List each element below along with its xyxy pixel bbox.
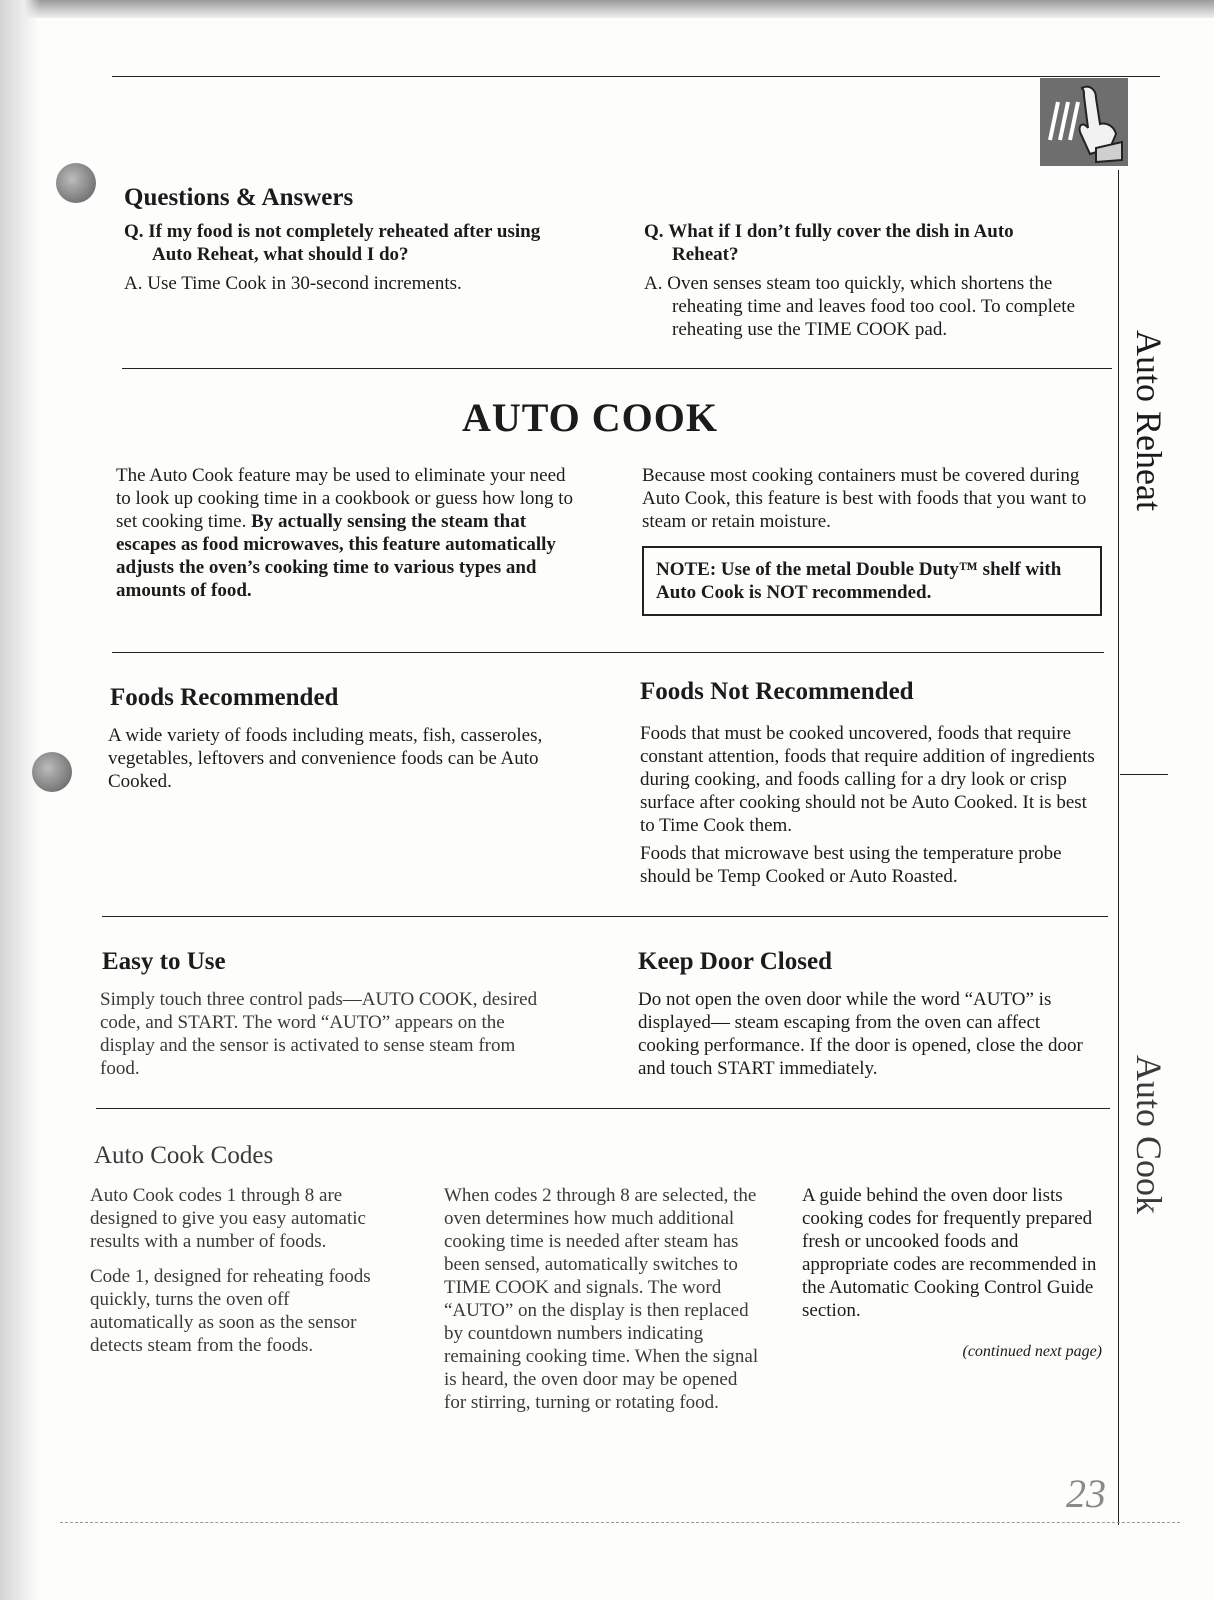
qa-right bbox=[644, 220, 1084, 341]
foods-not-recommended-text: Foods that must be cooked uncovered, foods that require constant attention, foods that require addition of ingredients during cooking, and foods calling for a dry look or crisp surface after cooking should not be Auto Cooked. It is best to Time Cook them. bbox=[640, 723, 1095, 836]
foods-not-recommended-heading: Foods Not Recommended bbox=[640, 678, 914, 705]
qa-left-question: Q. If my food is not completely reheated after using Auto Reheat, what should I do? bbox=[124, 221, 541, 265]
foods-recommended-text: A wide variety of foods including meats, fish, casseroles, vegetables, leftovers and convenience foods can be Auto Cooked. bbox=[108, 725, 543, 792]
usage-divider bbox=[96, 1108, 1110, 1109]
qa-left bbox=[124, 220, 544, 295]
auto-cook-intro: The Auto Cook feature may be used to eliminate your need to look up cooking time in a cookbook or guess how long to set cooking time. By actually sensing the steam that escapes as food microwaves, this feature automatically adjusts the oven’s cooking time to various types and amounts of food. bbox=[116, 465, 574, 601]
foods-recommended-heading: Foods Recommended bbox=[110, 684, 339, 711]
auto-cook-containers-text: Because most cooking containers must be covered during Auto Cook, this feature is best with foods that you want to steam or retain moisture. bbox=[642, 465, 1087, 532]
scan-top-edge bbox=[0, 0, 1214, 18]
codes-column-3 bbox=[802, 1184, 1102, 1363]
codes-column-1 bbox=[90, 1184, 390, 1357]
foods-divider bbox=[102, 916, 1108, 917]
side-tab-separator bbox=[1120, 774, 1168, 775]
bottom-edge bbox=[60, 1522, 1180, 1523]
codes-guide-text: A guide behind the oven door lists cooking codes for frequently prepared fresh or uncooked foods and appropriate codes are recommended in the Automatic Cooking Control Guide section. bbox=[802, 1185, 1097, 1321]
codes-intro-text: Auto Cook codes 1 through 8 are designed to give you easy automatic results with a number of foods. bbox=[90, 1185, 366, 1252]
side-tab-auto-cook[interactable]: Auto Cook bbox=[1129, 1055, 1169, 1215]
easy-to-use-heading: Easy to Use bbox=[102, 948, 226, 975]
top-divider bbox=[112, 76, 1160, 77]
code-1-text: Code 1, designed for reheating foods quickly, turns the oven off automatically as soon as the sensor detects steam from the foods. bbox=[90, 1266, 371, 1356]
qa-left-answer: A. Use Time Cook in 30-second increments. bbox=[124, 273, 462, 294]
qa-heading: Questions & Answers bbox=[124, 184, 354, 211]
metal-shelf-note: NOTE: Use of the metal Double Duty™ shelf with Auto Cook is NOT recommended. bbox=[642, 546, 1102, 616]
side-tab-border bbox=[1118, 170, 1119, 1525]
qa-divider bbox=[122, 368, 1112, 369]
auto-cook-divider bbox=[112, 652, 1104, 653]
binder-hole-top bbox=[56, 163, 96, 203]
side-tab-auto-reheat[interactable]: Auto Reheat bbox=[1129, 330, 1169, 511]
scan-left-edge bbox=[0, 0, 40, 1600]
binder-hole-middle bbox=[32, 752, 72, 792]
page-number: 23 bbox=[1066, 1471, 1106, 1516]
easy-to-use-text: Simply touch three control pads—AUTO COOK, desired code, and START. The word “AUTO” appears on the display and the sensor is activated to sense steam from food. bbox=[100, 989, 538, 1079]
qa-right-question: Q. What if I don’t fully cover the dish in Auto Reheat? bbox=[644, 221, 1014, 265]
codes-column-2: When codes 2 through 8 are selected, the oven determines how much additional cooking time is needed after steam has been sensed, automatically switches to TIME COOK and signals. The word “AUTO” on the display is then replaced by countdown numbers indicating remaining cooking time. When the signal is heard, the oven door may be opened for stirring, turning or rotating food. bbox=[444, 1185, 759, 1413]
auto-cook-codes-heading: Auto Cook Codes bbox=[94, 1142, 274, 1169]
foods-not-recommended-probe-text: Foods that microwave best using the temperature probe should be Temp Cooked or Auto Roasted. bbox=[640, 843, 1062, 887]
auto-cook-title: AUTO COOK bbox=[461, 395, 719, 440]
hand-touch-pad-icon bbox=[1040, 78, 1128, 166]
continued-note: (continued next page) bbox=[962, 1343, 1102, 1360]
keep-door-closed-text: Do not open the oven door while the word “AUTO” is displayed— steam escaping from the oven can affect cooking performance. If the door is opened, close the door and touch START immediately. bbox=[638, 989, 1083, 1079]
keep-door-closed-heading: Keep Door Closed bbox=[638, 948, 832, 975]
qa-right-answer: A. Oven senses steam too quickly, which shortens the reheating time and leaves food too cool. To complete reheating use the TIME COOK pad. bbox=[644, 273, 1075, 340]
